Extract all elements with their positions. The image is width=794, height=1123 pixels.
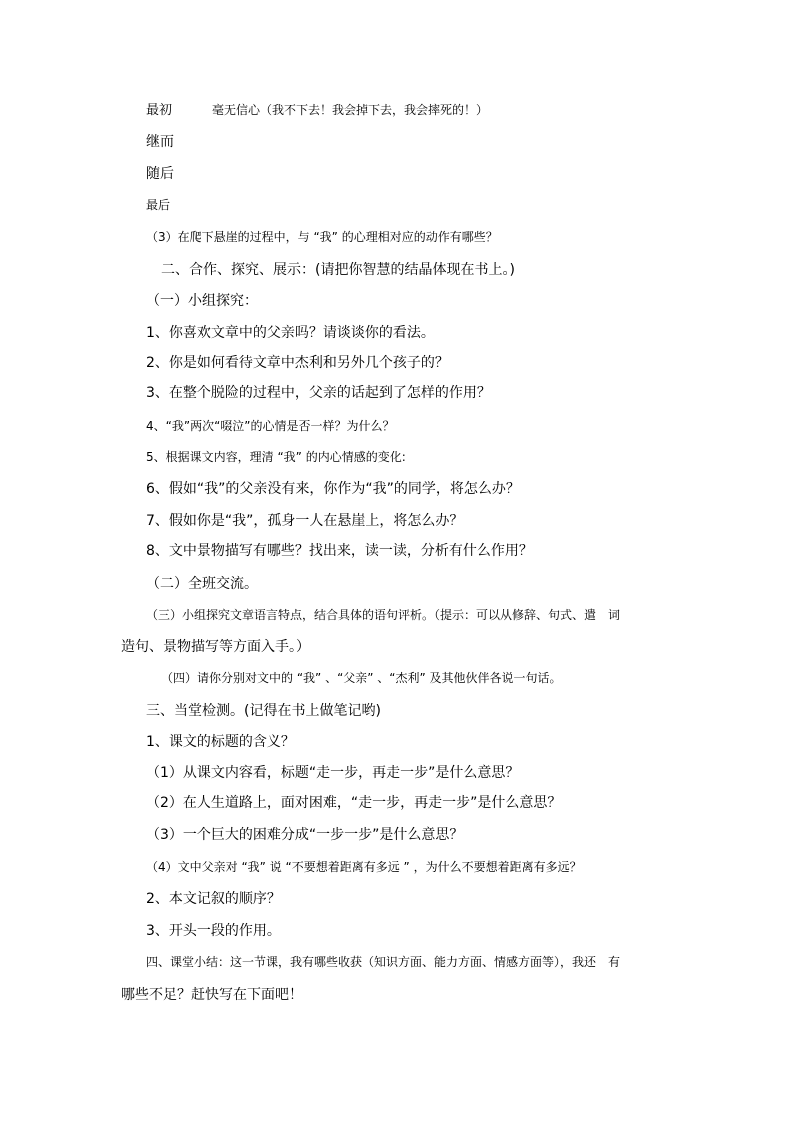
group-question-8: 8、文中景物描写有哪些？找出来，读一读，分析有什么作用？: [146, 543, 533, 559]
group-question-1: 1、你喜欢文章中的父亲吗？请谈谈你的看法。: [146, 325, 435, 341]
check-question-3: 3、开头一段的作用。: [146, 923, 281, 939]
group-question-7: 7、假如你是“我”，孤身一人在悬崖上，将怎么办？: [146, 513, 464, 529]
stage-first-label: 最初: [146, 103, 173, 118]
check-subquestion-2: （2）在人生道路上，面对困难，“走一步，再走一步”是什么意思？: [146, 795, 562, 811]
check-question-2: 2、本文记叙的顺序？: [146, 891, 281, 907]
subsection-four-line: （四）请你分别对文中的 “我” 、“父亲” 、“杰利” 及其他伙伴各说一句话。: [161, 671, 562, 685]
subsection-class-heading: （二）全班交流。: [146, 576, 258, 592]
group-question-3: 3、在整个脱险的过程中，父亲的话起到了怎样的作用？: [146, 385, 491, 401]
check-question-1: 1、课文的标题的含义？: [146, 734, 295, 750]
check-subquestion-4: （4）文中父亲对 “我” 说 “不要想着距离有多远 ” ，为什么不要想着距离有多远？: [146, 860, 582, 874]
group-question-6: 6、假如“我”的父亲没有来，你作为“我”的同学，将怎么办？: [146, 481, 520, 497]
stage-after-line: 随后: [146, 166, 174, 182]
group-question-5: 5、根据课文内容，理清 “我” 的内心情感的变化:: [146, 450, 406, 464]
stage-first-line: [146, 104, 488, 117]
stage-last-line: 最后: [146, 198, 171, 212]
check-subquestion-1: （1）从课文内容看，标题“走一步，再走一步”是什么意思？: [146, 765, 520, 781]
section-three-heading: 三、当堂检测。(记得在书上做笔记哟): [146, 703, 381, 719]
check-subquestion-3: （3）一个巨大的困难分成“一步一步”是什么意思？: [146, 827, 464, 843]
stage-then-line: 继而: [146, 134, 174, 150]
subsection-three-line2: 造句、景物描写等方面入手。）: [121, 639, 310, 655]
stage-first-text: 毫无信心（我不下去！我会掉下去，我会摔死的！）: [212, 103, 489, 117]
question-3-line: （3）在爬下悬崖的过程中，与 “我” 的心理相对应的动作有哪些？: [146, 230, 498, 244]
summary-line1: 四、课堂小结：这一节课，我有哪些收获（知识方面、能力方面、情感方面等），我还 有: [146, 955, 621, 969]
subsection-three-line1: （三）小组探究文章语言特点，结合具体的语句评析。（提示：可以从修辞、句式、遣 词: [146, 608, 621, 622]
group-question-4: 4、“我”两次“啜泣”的心情是否一样？为什么？: [146, 419, 395, 433]
subsection-group-heading: （一）小组探究：: [146, 293, 258, 309]
section-two-heading: 二、合作、探究、展示：(请把你智慧的结晶体现在书上。): [161, 262, 515, 278]
group-question-2: 2、你是如何看待文章中杰利和另外几个孩子的？: [146, 355, 449, 371]
summary-line2: 哪些不足？赶快写在下面吧！: [121, 987, 303, 1003]
